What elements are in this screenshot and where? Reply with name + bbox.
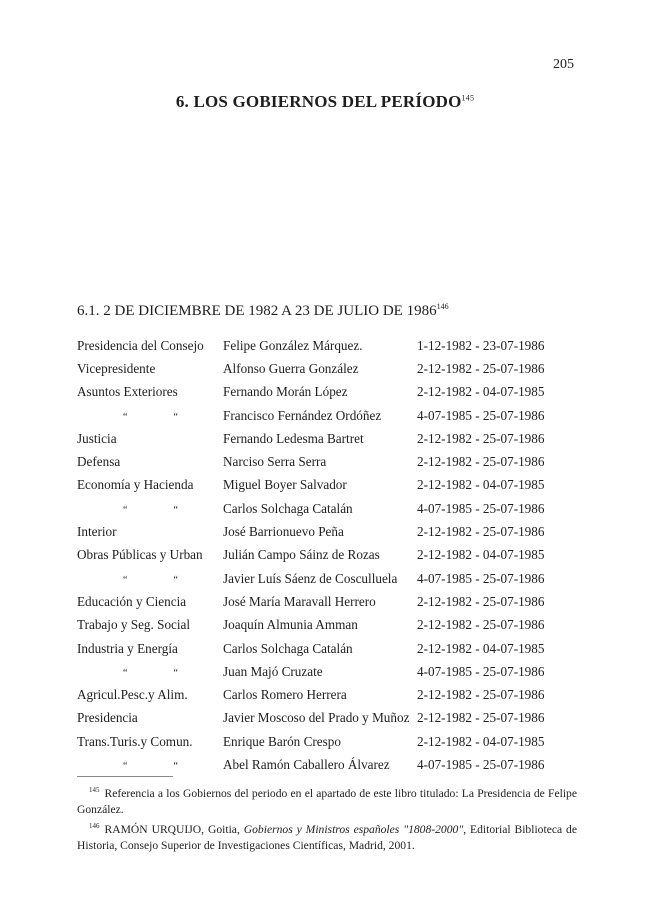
government-table <box>77 334 577 777</box>
ministry-cell: Obras Públicas y Urban <box>77 547 203 563</box>
footnote-number: 145 <box>89 786 100 794</box>
dates-cell: 2-12-1982 - 25-07-1986 <box>417 710 545 726</box>
ministry-cell <box>77 660 223 683</box>
ditto-marks <box>77 571 223 587</box>
chapter-title-text: 6. LOS GOBIERNOS DEL PERÍODO <box>175 92 462 111</box>
ministry-cell: Vicepresidente <box>77 360 156 376</box>
table-row <box>77 683 577 706</box>
ditto-mark: “ <box>123 504 128 516</box>
minister-cell: Joaquín Almunia Amman <box>223 617 358 633</box>
dates-cell: 1-12-1982 - 23-07-1986 <box>417 337 545 353</box>
table-row <box>77 567 577 590</box>
dates-cell: 2-12-1982 - 25-07-1986 <box>417 360 545 376</box>
table-row <box>77 753 577 776</box>
chapter-footnote-ref: 145 <box>461 93 475 103</box>
table-row <box>77 730 577 753</box>
ministry-cell <box>77 567 223 590</box>
ministry-cell: Economía y Hacienda <box>77 477 194 493</box>
minister-cell: Carlos Solchaga Catalán <box>223 640 353 656</box>
minister-cell: Carlos Romero Herrera <box>223 687 347 703</box>
minister-cell: Enrique Barón Crespo <box>223 733 341 749</box>
footnote-number: 146 <box>89 821 100 830</box>
ditto-mark: “ <box>123 760 128 772</box>
ministry-cell: Justicia <box>77 430 117 446</box>
ditto-marks <box>77 664 223 680</box>
page-number: 205 <box>553 57 574 72</box>
section-footnote-ref: 146 <box>436 302 449 311</box>
footnotes <box>77 782 577 854</box>
dates-cell: 2-12-1982 - 04-07-1985 <box>417 477 545 493</box>
ditto-mark: “ <box>123 574 128 586</box>
minister-cell: Juan Majó Cruzate <box>223 663 323 679</box>
table-row <box>77 474 577 497</box>
footnote-divider <box>77 776 173 777</box>
minister-cell: José María Maravall Herrero <box>223 593 376 609</box>
footnote-145 <box>77 782 577 818</box>
ditto-marks <box>77 757 223 773</box>
table-row <box>77 450 577 473</box>
footnote-book-title: Gobiernos y Ministros españoles "1808-2000" <box>243 822 464 836</box>
ministry-cell: Educación y Ciencia <box>77 593 187 609</box>
table-row <box>77 357 577 380</box>
dates-cell: 2-12-1982 - 04-07-1985 <box>417 733 545 749</box>
table-row <box>77 334 577 357</box>
minister-cell: Fernando Ledesma Bartret <box>223 430 364 446</box>
dates-cell: 2-12-1982 - 25-07-1986 <box>417 617 545 633</box>
ministry-cell: Asuntos Exteriores <box>77 384 178 400</box>
ministry-cell <box>77 753 223 776</box>
ditto-mark: “ <box>173 574 178 586</box>
ministry-cell <box>77 404 223 427</box>
dates-cell: 4-07-1985 - 25-07-1986 <box>417 570 545 586</box>
table-row <box>77 497 577 520</box>
table-row <box>77 590 577 613</box>
minister-cell: Alfonso Guerra González <box>223 360 359 376</box>
ministry-cell: Agricul.Pesc.y Alim. <box>77 687 188 703</box>
minister-cell: Fernando Morán López <box>223 384 348 400</box>
ditto-marks <box>77 501 223 517</box>
ministry-cell: Trabajo y Seg. Social <box>77 617 191 633</box>
dates-cell: 4-07-1985 - 25-07-1986 <box>417 756 545 772</box>
table-row <box>77 520 577 543</box>
ditto-mark: “ <box>173 667 178 679</box>
ministry-cell: Presidencia del Consejo <box>77 337 204 353</box>
table-row <box>77 614 577 637</box>
dates-cell: 2-12-1982 - 04-07-1985 <box>417 547 545 563</box>
table-row <box>77 707 577 730</box>
dates-cell: 2-12-1982 - 25-07-1986 <box>417 524 545 540</box>
ministry-cell: Industria y Energía <box>77 640 178 656</box>
dates-cell: 2-12-1982 - 25-07-1986 <box>417 593 545 609</box>
minister-cell: Javier Moscoso del Prado y Muñoz <box>223 710 410 726</box>
table-row <box>77 544 577 567</box>
table-row <box>77 404 577 427</box>
ditto-mark: “ <box>173 760 178 772</box>
minister-cell: Carlos Solchaga Catalán <box>223 500 353 516</box>
ditto-mark: “ <box>123 411 128 423</box>
minister-cell: Miguel Boyer Salvador <box>223 477 347 493</box>
minister-cell: Abel Ramón Caballero Álvarez <box>223 756 390 772</box>
ditto-mark: “ <box>123 667 128 679</box>
dates-cell: 2-12-1982 - 04-07-1985 <box>417 384 545 400</box>
dates-cell: 4-07-1985 - 25-07-1986 <box>417 407 545 423</box>
dates-cell: 2-12-1982 - 25-07-1986 <box>417 687 545 703</box>
minister-cell: Narciso Serra Serra <box>223 454 327 470</box>
dates-cell: 2-12-1982 - 04-07-1985 <box>417 640 545 656</box>
table-row <box>77 660 577 683</box>
ministry-cell <box>77 497 223 520</box>
table-row <box>77 381 577 404</box>
minister-cell: José Barrionuevo Peña <box>223 524 344 540</box>
ministry-cell: Interior <box>77 524 117 540</box>
section-title <box>77 302 449 320</box>
dates-cell: 4-07-1985 - 25-07-1986 <box>417 500 545 516</box>
footnote-146 <box>77 818 577 854</box>
ditto-marks <box>77 408 223 424</box>
minister-cell: Javier Luís Sáenz de Cosculluela <box>223 570 398 586</box>
minister-cell: Felipe González Márquez. <box>223 337 363 353</box>
minister-cell: Julián Campo Sáinz de Rozas <box>223 547 380 563</box>
ministry-cell: Defensa <box>77 454 121 470</box>
footnote-text-start: RAMÓN URQUIJO, Goitia, <box>104 822 244 836</box>
footnote-text: Referencia a los Gobiernos del periodo en el apartado de este libro titulado: La Presidencia de Felipe González. <box>77 786 577 816</box>
ministry-cell: Presidencia <box>77 710 138 726</box>
table-row <box>77 637 577 660</box>
section-title-text: 6.1. 2 DE DICIEMBRE DE 1982 A 23 DE JULIO DE 1986 <box>77 303 437 319</box>
chapter-title <box>0 92 650 112</box>
dates-cell: 2-12-1982 - 25-07-1986 <box>417 454 545 470</box>
dates-cell: 4-07-1985 - 25-07-1986 <box>417 663 545 679</box>
ditto-mark: “ <box>173 411 178 423</box>
table-row <box>77 427 577 450</box>
dates-cell: 2-12-1982 - 25-07-1986 <box>417 430 545 446</box>
ditto-mark: “ <box>173 504 178 516</box>
ministry-cell: Trans.Turis.y Comun. <box>77 733 193 749</box>
minister-cell: Francisco Fernández Ordóñez <box>223 407 382 423</box>
footnote-text-end: , Editorial Biblioteca de Historia, Consejo Superior de Investigaciones Científicas, Madrid, 2001. <box>77 822 577 852</box>
